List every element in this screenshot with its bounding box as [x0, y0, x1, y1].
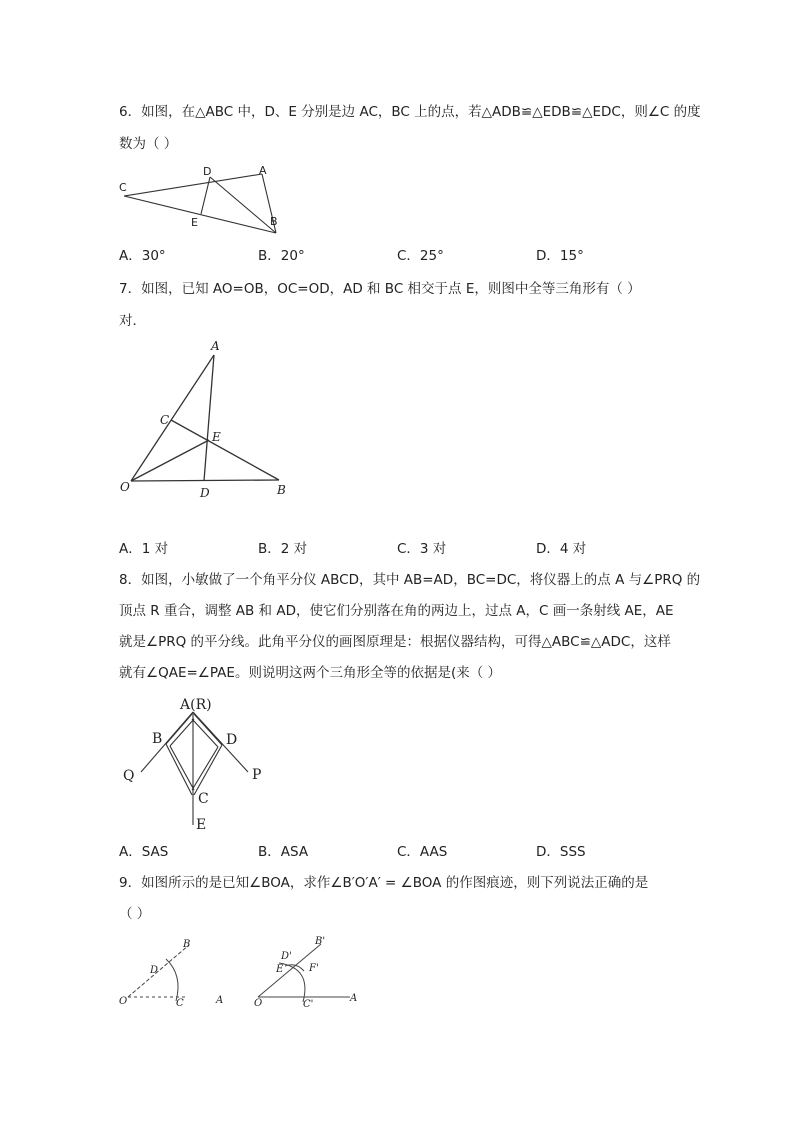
- q6-label-a: A: [259, 164, 267, 177]
- q7-option-a: A．1 对: [119, 541, 169, 557]
- q9-fig1-label-c: C: [176, 998, 184, 1009]
- q7-text-line1: 7．如图，已知 AO=OB，OC=OD，AD 和 BC 相交于点 E，则图中全等三角形有（ ）: [119, 281, 641, 297]
- q8-label-ar: A(R): [180, 697, 212, 713]
- q7-label-d: D: [200, 486, 210, 500]
- q7-label-c: C: [160, 413, 170, 427]
- q8-option-c: C．AAS: [397, 844, 448, 860]
- q7-option-d: D．4 对: [536, 541, 587, 557]
- q6-option-c: C．25°: [397, 248, 444, 264]
- q8-label-d: D: [226, 732, 238, 748]
- q8-option-a: A．SAS: [119, 844, 169, 860]
- q9-fig1-label-b: B: [183, 939, 191, 950]
- q7-label-a: A: [211, 339, 220, 353]
- q8-label-e: E: [196, 817, 207, 833]
- q9-fig2-label-a: A: [350, 993, 358, 1004]
- q9-fig2-label-f: F': [309, 963, 319, 974]
- q6-label-d: D: [203, 165, 212, 178]
- q8-label-c: C: [198, 791, 209, 807]
- q7-option-b: B．2 对: [258, 541, 308, 557]
- q8-option-b: B．ASA: [258, 844, 309, 860]
- q7-option-c: C．3 对: [397, 541, 447, 557]
- q9-text-line2: （ ）: [119, 906, 151, 922]
- q9-fig2-label-o: O: [254, 998, 263, 1009]
- q8-text-line4: 就有∠QAE=∠PAE。则说明这两个三角形全等的依据是(来（ ）: [119, 665, 502, 681]
- q9-fig2-label-b: B': [315, 936, 326, 947]
- q6-label-e: E: [191, 216, 198, 229]
- q8-label-p: P: [252, 767, 262, 783]
- q8-text-line1: 8．如图，小敏做了一个角平分仪 ABCD，其中 AB=AD，BC=DC，将仪器上的点 A 与∠PRQ 的: [119, 572, 701, 588]
- q8-text-line2: 顶点 R 重合，调整 AB 和 AD，使它们分别落在角的两边上，过点 A，C 画一条射线 AE，AE: [119, 603, 674, 619]
- q8-label-q: Q: [123, 768, 135, 784]
- q7-label-o: O: [120, 480, 130, 494]
- q7-text-line2: 对．: [119, 313, 146, 329]
- q6-text-line1: 6．如图，在△ABC 中，D、E 分别是边 AC，BC 上的点，若△ADB≌△EDB≌△EDC，则∠C 的度: [119, 104, 701, 120]
- q9-fig2-label-d: D': [281, 951, 292, 962]
- q8-label-b: B: [152, 731, 163, 747]
- q8-text-line3: 就是∠PRQ 的平分线。此角平分仪的画图原理是：根据仪器结构，可得△ABC≌△ADC，这样: [119, 634, 671, 650]
- q7-label-e: E: [212, 430, 221, 444]
- q6-option-a: A．30°: [119, 248, 166, 264]
- q8-option-d: D．SSS: [536, 844, 586, 860]
- q6-text-line2: 数为（ ）: [119, 136, 178, 152]
- q6-option-d: D．15°: [536, 248, 584, 264]
- q6-label-c: C: [119, 181, 127, 194]
- q6-option-b: B．20°: [258, 248, 305, 264]
- q7-label-b: B: [277, 483, 286, 497]
- q9-fig2-label-c: C': [303, 999, 314, 1010]
- q9-text-line1: 9．如图所示的是已知∠BOA，求作∠B′O′A′ = ∠BOA 的作图痕迹，则下列说法正确的是: [119, 875, 649, 891]
- q6-label-b: B: [270, 215, 278, 228]
- q9-fig1-label-d: D: [150, 965, 159, 976]
- q9-fig1-label-a: A: [216, 995, 224, 1006]
- q9-fig2-label-e: E: [276, 964, 284, 975]
- q9-fig1-label-o: O: [119, 996, 128, 1007]
